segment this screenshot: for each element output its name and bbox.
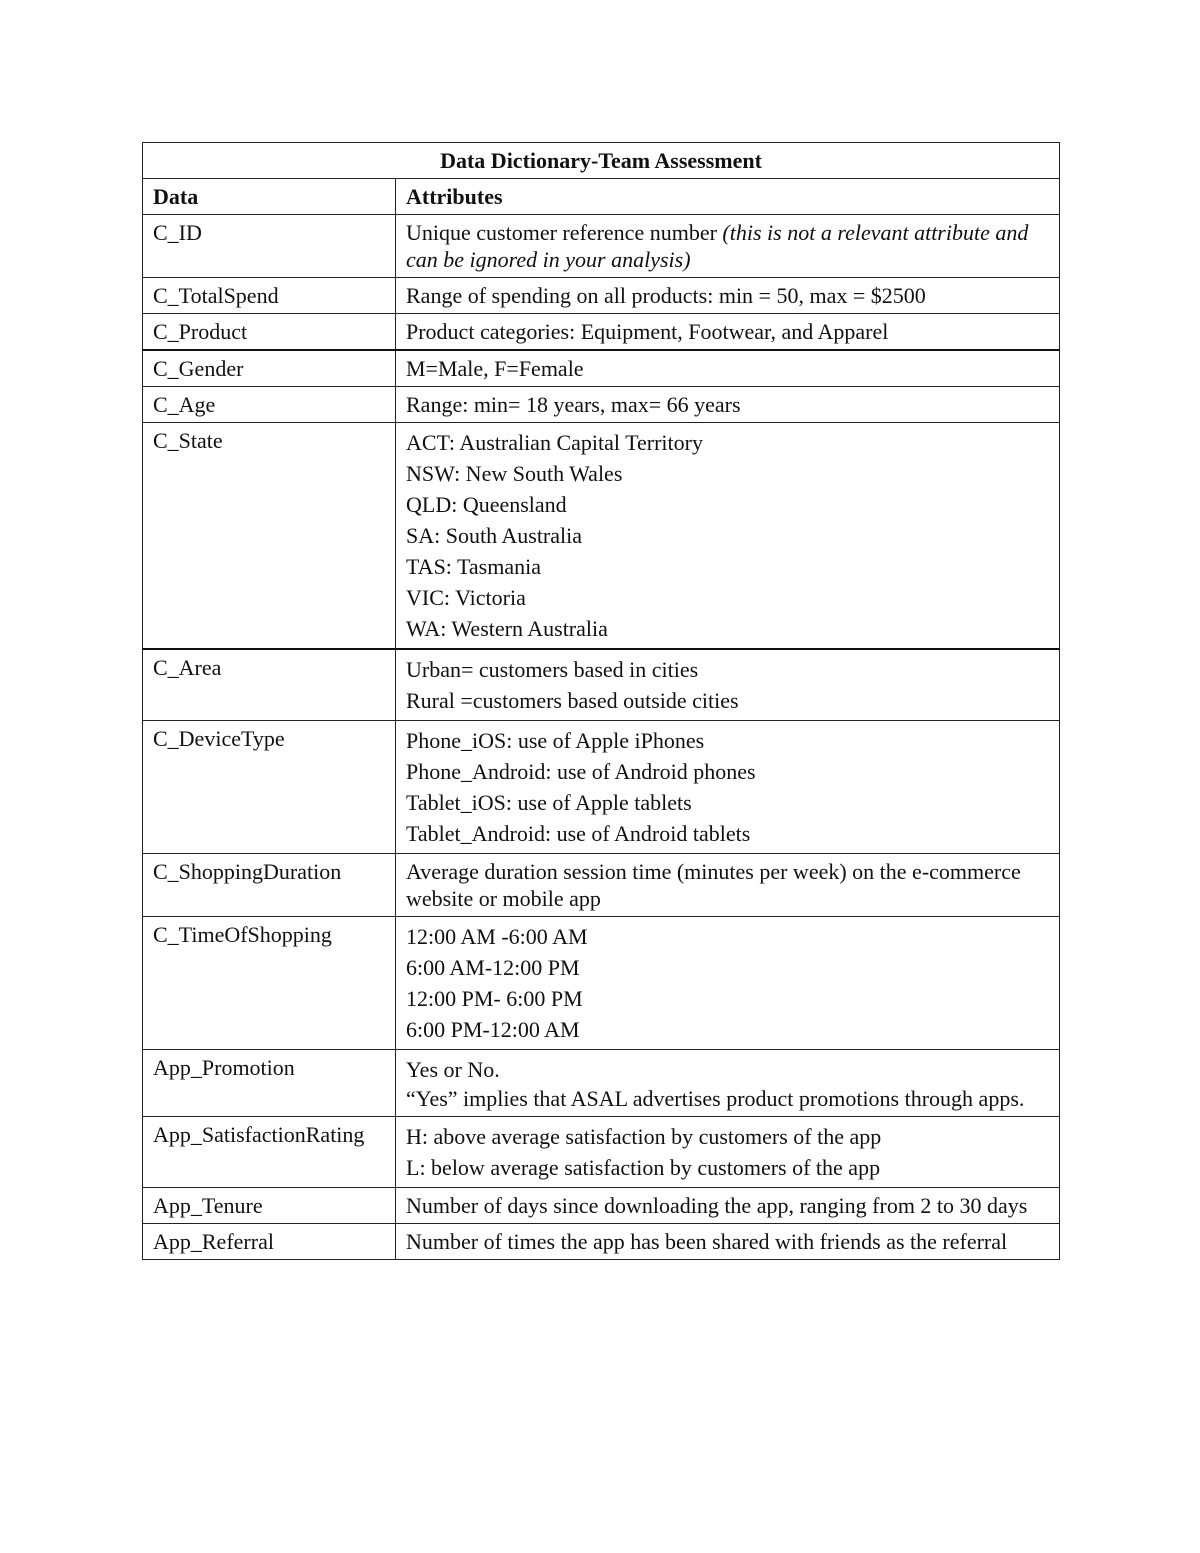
field-name: App_Referral: [143, 1224, 396, 1260]
state-act: ACT: Australian Capital Territory: [406, 430, 703, 455]
state-wa: WA: Western Australia: [406, 616, 608, 641]
field-description: Product categories: Equipment, Footwear, and Apparel: [396, 314, 1060, 351]
state-qld: QLD: Queensland: [406, 492, 567, 517]
data-dictionary-table: [142, 142, 1060, 1260]
table-row: [143, 1050, 1060, 1117]
rating-high: H: above average satisfaction by customers of the app: [406, 1124, 882, 1149]
field-description: [396, 649, 1060, 721]
field-description: M=Male, F=Female: [396, 350, 1060, 387]
field-name: C_Gender: [143, 350, 396, 387]
field-description: [396, 423, 1060, 650]
device-phone-ios: Phone_iOS: use of Apple iPhones: [406, 728, 705, 753]
table-row: [143, 1224, 1060, 1260]
field-name: C_ID: [143, 215, 396, 278]
rating-low: L: below average satisfaction by customers of the app: [406, 1155, 881, 1180]
field-description: [396, 1117, 1060, 1188]
table-row: [143, 649, 1060, 721]
field-name: C_ShoppingDuration: [143, 854, 396, 917]
table-row: [143, 387, 1060, 423]
field-description: [396, 1050, 1060, 1117]
field-description: [396, 721, 1060, 854]
state-tas: TAS: Tasmania: [406, 554, 541, 579]
device-phone-android: Phone_Android: use of Android phones: [406, 759, 756, 784]
description-note: (this is not a relevant attribute and can be ignored in your analysis): [406, 220, 1029, 272]
field-name: App_Promotion: [143, 1050, 396, 1117]
field-description: [396, 917, 1060, 1050]
table-title: Data Dictionary-Team Assessment: [143, 143, 1060, 179]
field-description: Number of days since downloading the app, ranging from 2 to 30 days: [396, 1188, 1060, 1224]
field-description: Number of times the app has been shared with friends as the referral: [396, 1224, 1060, 1260]
state-sa: SA: South Australia: [406, 523, 583, 548]
table-row: [143, 215, 1060, 278]
promotion-options: Yes or No.: [406, 1057, 500, 1082]
table-row: [143, 314, 1060, 351]
field-name: App_Tenure: [143, 1188, 396, 1224]
state-vic: VIC: Victoria: [406, 585, 526, 610]
field-name: C_TotalSpend: [143, 278, 396, 314]
description-text: Unique customer reference number: [406, 220, 723, 245]
table-row: [143, 278, 1060, 314]
header-data: Data: [143, 179, 396, 215]
field-name: C_DeviceType: [143, 721, 396, 854]
state-nsw: NSW: New South Wales: [406, 461, 623, 486]
header-attributes: Attributes: [396, 179, 1060, 215]
field-name: C_Product: [143, 314, 396, 351]
field-description: Range: min= 18 years, max= 66 years: [396, 387, 1060, 423]
table-row: [143, 854, 1060, 917]
time-slot: 6:00 PM-12:00 AM: [406, 1017, 580, 1042]
field-name: C_TimeOfShopping: [143, 917, 396, 1050]
table-header-row: [143, 179, 1060, 215]
field-description: Average duration session time (minutes per week) on the e-commerce website or mobile app: [396, 854, 1060, 917]
device-tablet-ios: Tablet_iOS: use of Apple tablets: [406, 790, 692, 815]
field-description: [396, 215, 1060, 278]
field-description: Range of spending on all products: min = 50, max = $2500: [396, 278, 1060, 314]
time-slot: 12:00 PM- 6:00 PM: [406, 986, 583, 1011]
promotion-explanation: “Yes” implies that ASAL advertises product promotions through apps.: [406, 1086, 1025, 1111]
time-slot: 6:00 AM-12:00 PM: [406, 955, 580, 980]
table-row: [143, 1117, 1060, 1188]
area-urban: Urban= customers based in cities: [406, 657, 699, 682]
area-rural: Rural =customers based outside cities: [406, 688, 739, 713]
table-row: [143, 1188, 1060, 1224]
table-title-row: [143, 143, 1060, 179]
field-name: C_Area: [143, 649, 396, 721]
table-row: [143, 350, 1060, 387]
device-tablet-android: Tablet_Android: use of Android tablets: [406, 821, 751, 846]
field-name: C_State: [143, 423, 396, 650]
table-row: [143, 917, 1060, 1050]
table-row: [143, 423, 1060, 650]
field-name: C_Age: [143, 387, 396, 423]
field-name: App_SatisfactionRating: [143, 1117, 396, 1188]
time-slot: 12:00 AM -6:00 AM: [406, 924, 588, 949]
table-row: [143, 721, 1060, 854]
